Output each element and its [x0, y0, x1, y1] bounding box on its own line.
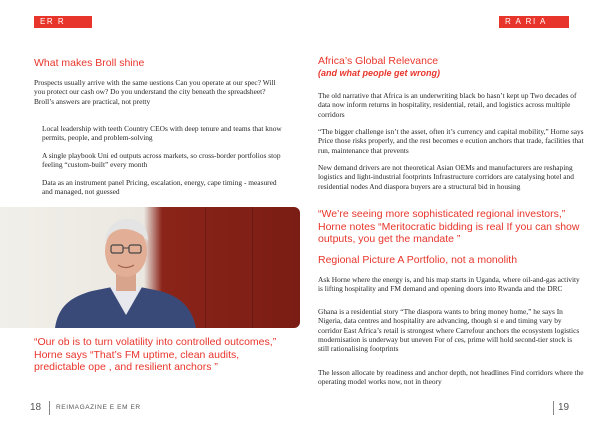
portrait-illustration [0, 207, 300, 328]
footer-divider [553, 401, 554, 415]
section-tab: ER R [34, 16, 92, 28]
magazine-name: REIMAGAZINE E EM ER [56, 404, 141, 411]
paragraph: Ghana is a residential story “The diaspora wants to bring money home,” he says In Nigeria, data centres and hospitality are advancing, though si e and timing vary by corridor East Africa’s retail is strongest where Carrefour anchors the ecosystem logistics modernisation is underway but uneven For of ces, prime will hold second-tier stock is still rationalising footprints [318, 307, 580, 354]
paragraph: New demand drivers are not theoretical Asian OEMs and manufacturers are reshaping logistics and light-industrial footprints Infrastructure corridors are catalysing hotel and residential nodes And diaspora buyers are a structural bid in housing [318, 163, 574, 191]
page-number: 19 [558, 402, 570, 413]
section-tab: R A RI A [499, 16, 569, 28]
right-page [300, 0, 600, 424]
pull-quote: “Our ob is to turn volatility into controlled outcomes,” Horne says “That’s FM uptime, clean audits, predictable ope , and resilient anchors ” [34, 336, 277, 373]
page-number: 18 [30, 402, 42, 413]
paragraph: “The bigger challenge isn’t the asset, often it’s currency and capital mobility,” Horne says Price those risks properly, and the rest becomes e ecution anchors that trade, facilities that run, maintenance that prevents [318, 127, 584, 155]
point-single-playbook: A single playbook Uni ed outputs across markets, so cross-border portfolios stop feeling “custom-built” every month [42, 151, 281, 170]
section-subheading: (and what people get wrong) [318, 68, 440, 78]
paragraph: The lesson allocate by readiness and anchor depth, not headlines Find corridors where the operating model works now, not in theory [318, 368, 584, 387]
section-heading: What makes Broll shine [34, 57, 145, 69]
section-heading: Africa’s Global Relevance [318, 55, 439, 67]
intro-paragraph: Prospects usually arrive with the same uestions Can you operate at our spec? Will you protect our cash ow? Do you understand the city beneath the spreadsheet? Broll’s answers are practical, not pretty [34, 78, 276, 106]
section-heading: Regional Picture A Portfolio, not a monolith [318, 254, 518, 266]
footer-divider [49, 401, 50, 415]
point-local-leadership: Local leadership with teeth Country CEOs with deep tenure and teams that know permits, people, and problem-solving [42, 124, 282, 143]
paragraph: The old narrative that Africa is an underwriting black bo hasn’t kept up Two decades of data now inform returns in hospitality, residential, retail, and logistics across multiple corridors [318, 91, 577, 119]
portrait-photo [0, 207, 300, 328]
pull-quote: “We’re seeing more sophisticated regional investors,” Horne notes “Meritocratic bidding is real If you can show outputs, you get the mandate ” [318, 208, 580, 245]
paragraph: Ask Horne where the energy is, and his map starts in Uganda, where oil-and-gas activity is lifting hospitality and FM demand and opening doors into Rwanda and the DRC [318, 275, 580, 294]
point-data-instrument: Data as an instrument panel Pricing, escalation, energy, cape timing - measured and managed, not guessed [42, 178, 277, 197]
